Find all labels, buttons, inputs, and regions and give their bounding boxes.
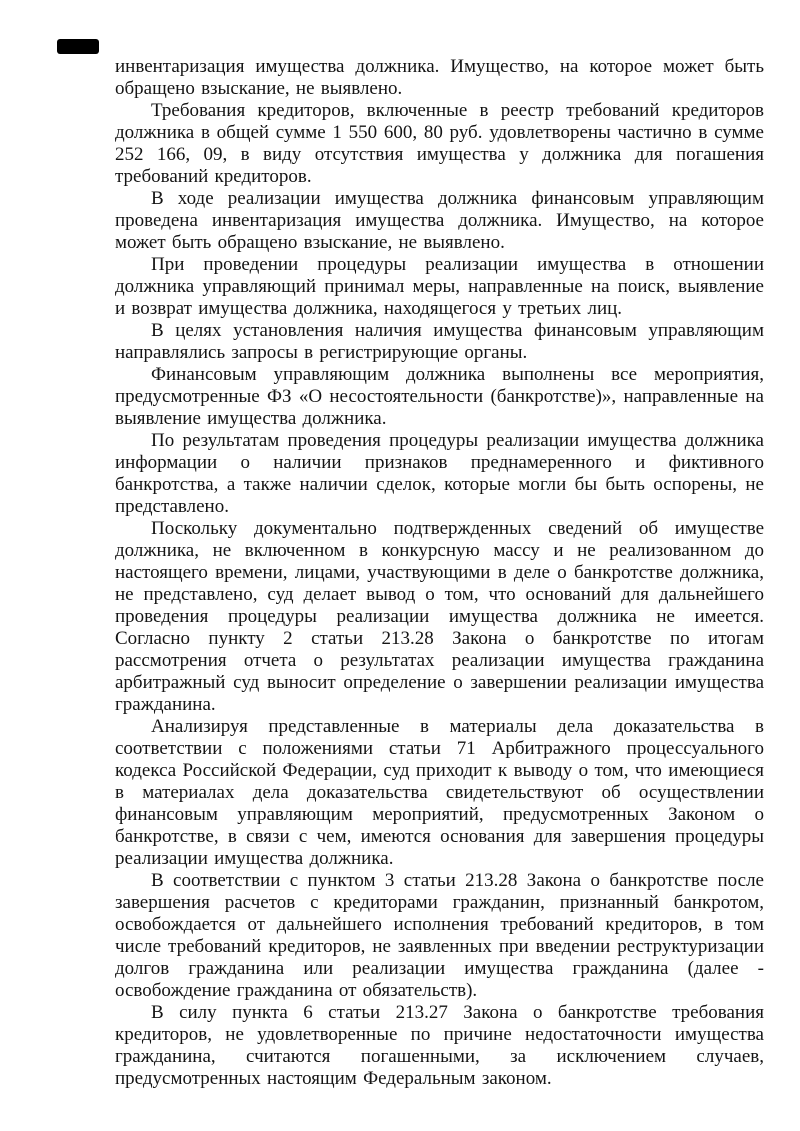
paragraph: В ходе реализации имущества должника финансовым управляющим проведена инвентаризация имущества должника. Имущество, на которое может быть обращено взыскание, не выявлено. bbox=[115, 188, 764, 253]
document-body bbox=[115, 56, 764, 1090]
scan-artifact-mark bbox=[57, 39, 99, 54]
paragraph: При проведении процедуры реализации имущества в отношении должника управляющий принимал меры, направленные на поиск, выявление и возврат имущества должника, находящегося у третьих лиц. bbox=[115, 254, 764, 319]
paragraph: В соответствии с пунктом 3 статьи 213.28 Закона о банкротстве после завершения расчетов с кредиторами гражданин, признанный банкротом, освобождается от дальнейшего исполнения требований кредиторов, в том числе требований кредиторов, не заявленных при введении реструктуризации долгов гражданина или реализации имущества гражданина (далее - освобождение гражданина от обязательств). bbox=[115, 870, 764, 1001]
paragraph: В силу пункта 6 статьи 213.27 Закона о банкротстве требования кредиторов, не удовлетворенные по причине недостаточности имущества гражданина, считаются погашенными, за исключением случаев, предусмотренных настоящим Федеральным законом. bbox=[115, 1002, 764, 1089]
paragraph: Финансовым управляющим должника выполнены все мероприятия, предусмотренные ФЗ «О несостоятельности (банкротстве)», направленные на выявление имущества должника. bbox=[115, 364, 764, 429]
paragraph: В целях установления наличия имущества финансовым управляющим направлялись запросы в регистрирующие органы. bbox=[115, 320, 764, 363]
paragraph: инвентаризация имущества должника. Имущество, на которое может быть обращено взыскание, не выявлено. bbox=[115, 56, 764, 99]
paragraph: По результатам проведения процедуры реализации имущества должника информации о наличии признаков преднамеренного и фиктивного банкротства, а также наличии сделок, которые могли бы быть оспорены, не представлено. bbox=[115, 430, 764, 517]
paragraph: Анализируя представленные в материалы дела доказательства в соответствии с положениями статьи 71 Арбитражного процессуального кодекса Российской Федерации, суд приходит к выводу о том, что имеющиеся в материалах дела доказательства свидетельствуют об осуществлении финансовым управляющим мероприятий, предусмотренных Законом о банкротстве, в связи с чем, имеются основания для завершения процедуры реализации имущества должника. bbox=[115, 716, 764, 869]
paragraph: Требования кредиторов, включенные в реестр требований кредиторов должника в общей сумме 1 550 600, 80 руб. удовлетворены частично в сумме 252 166, 09, в виду отсутствия имущества у должника для погашения требований кредиторов. bbox=[115, 100, 764, 187]
paragraph: Поскольку документально подтвержденных сведений об имуществе должника, не включенном в конкурсную массу и не реализованном до настоящего времени, лицами, участвующими в деле о банкротстве должника, не представлено, суд делает вывод о том, что оснований для дальнейшего проведения процедуры реализации имущества должника не имеется. Согласно пункту 2 статьи 213.28 Закона о банкротстве по итогам рассмотрения отчета о результатах реализации имущества гражданина арбитражный суд выносит определение о завершении реализации имущества гражданина. bbox=[115, 518, 764, 715]
